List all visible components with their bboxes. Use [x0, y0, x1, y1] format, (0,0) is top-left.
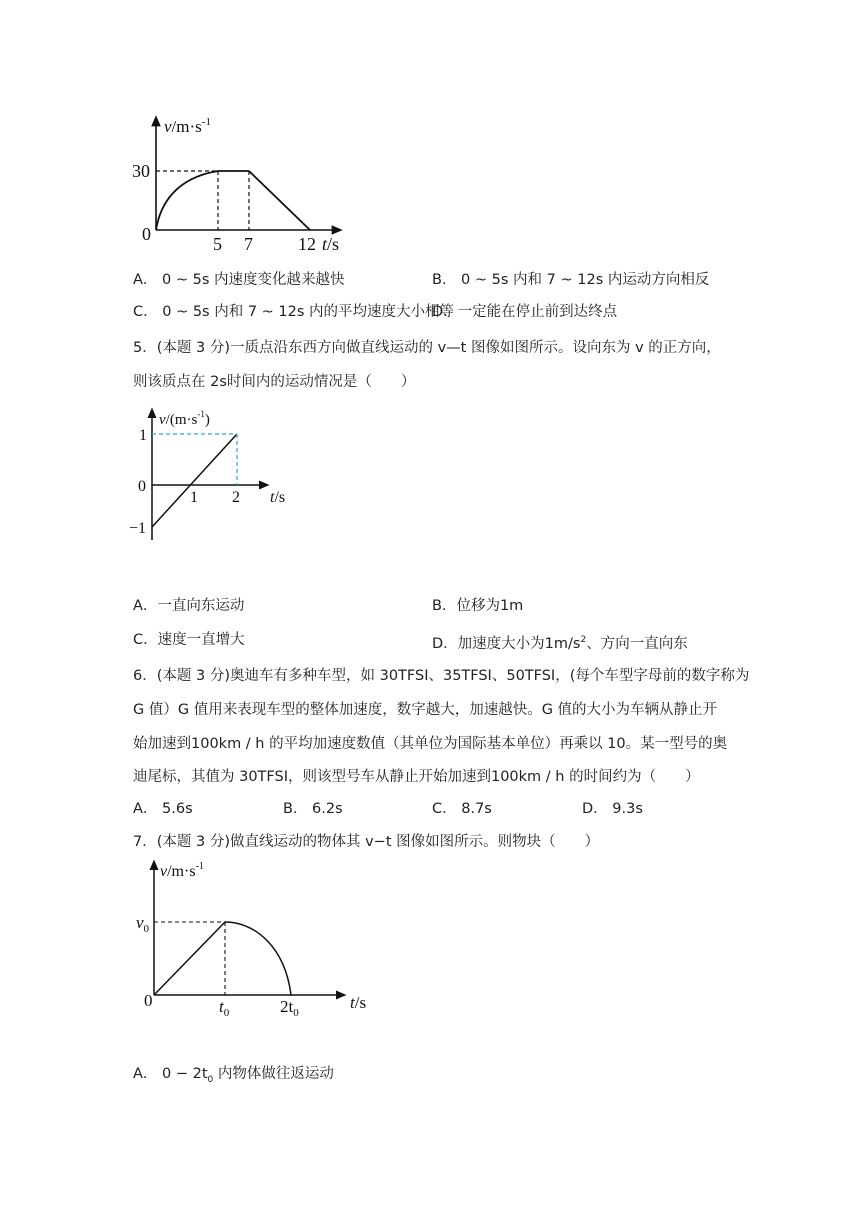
q6-stem-line1: 6．(本题 3 分)奥迪车有多种车型，如 30TFSI、35TFSI、50TFSI，(每个车型字母前的数字称为 [133, 668, 750, 684]
origin-label: 0 [144, 991, 153, 1010]
figure-q4-vt-graph [130, 110, 360, 255]
q6-option-d[interactable]: D． 9.3s [582, 801, 643, 817]
x-axis-label: t/s [350, 993, 367, 1012]
q7-stem: 7．(本题 3 分)做直线运动的物体其 v−t 图像如图所示。则物块（ ） [133, 834, 600, 850]
q4-option-a[interactable]: A． 0 ~ 5s 内速度变化越来越快 [133, 272, 345, 288]
y-tick-v0: $v_0$ [136, 913, 150, 935]
q5-option-b[interactable]: B．位移为1m [432, 598, 524, 614]
y-axis-label: $v/m\cdot s^{-1}$ [160, 861, 204, 880]
q6-option-c[interactable]: C． 8.7s [432, 801, 492, 817]
x-tick-t0: $t_0$ [219, 997, 230, 1019]
q5-option-a[interactable]: A．一直向东运动 [133, 598, 245, 614]
q6-stem-line4: 迪尾标，其值为 30TFSI，则该型号车从静止开始加速到100km / h 的时间约为（ ） [133, 769, 700, 785]
q4-option-b[interactable]: B． 0 ~ 5s 内和 7 ~ 12s 内运动方向相反 [432, 272, 710, 288]
y-tick-minus1: −1 [129, 520, 147, 537]
y-tick-30: 30 [132, 161, 150, 181]
figure-q7-vt-graph [130, 852, 380, 1022]
velocity-line [152, 434, 237, 527]
figure-q5-vt-graph [125, 402, 305, 552]
y-axis-label: $v/m\cdot s^{-1}$ [164, 116, 211, 136]
x-tick-2: 2 [232, 489, 240, 506]
accel-line [154, 922, 225, 995]
decel-segment [249, 171, 310, 230]
x-tick-2t0: $2t_0$ [280, 997, 299, 1019]
q6-option-a[interactable]: A． 5.6s [133, 801, 193, 817]
decel-arc [225, 922, 291, 995]
q6-stem-line2: G 值）G 值用来表现车型的整体加速度，数字越大，加速越快。G 值的大小为车辆从静止开 [133, 702, 718, 718]
x-tick-7: 7 [244, 234, 253, 254]
x-axis-label: t/s [270, 489, 286, 506]
x-tick-1: 1 [190, 489, 198, 506]
curve-0-5s [156, 171, 218, 230]
q5-option-c[interactable]: C．速度一直增大 [133, 632, 245, 648]
y-axis-label: $v/(m\cdot s^{-1})$ [159, 409, 210, 428]
origin-label: 0 [138, 478, 146, 495]
q4-option-d[interactable]: D．一定能在停止前到达终点 [432, 304, 618, 320]
q6-stem-line3: 始加速到100km / h 的平均加速度数值（其单位为国际基本单位）再乘以 10。某一型号的奥 [133, 736, 728, 752]
x-axis-label: t/s [322, 234, 340, 254]
x-tick-5: 5 [213, 234, 222, 254]
origin-label: 0 [142, 224, 151, 244]
q5-stem-line1: 5．(本题 3 分)一质点沿东西方向做直线运动的 v—t 图像如图所示。设向东为 v 的正方向， [133, 340, 721, 356]
q4-option-c[interactable]: C． 0 ~ 5s 内和 7 ~ 12s 内的平均速度大小相等 [133, 304, 455, 320]
q5-stem-line2: 则该质点在 2s时间内的运动情况是（ ） [133, 374, 416, 390]
y-tick-1: 1 [139, 427, 147, 444]
x-tick-12: 12 [298, 234, 316, 254]
q7-option-a[interactable]: A． $0 - 2t_0$ 内物体做往返运动 [133, 1066, 334, 1085]
q5-option-d[interactable]: D．加速度大小为$1m/s^2$、方向一直向东 [432, 635, 688, 652]
q6-option-b[interactable]: B． 6.2s [283, 801, 343, 817]
